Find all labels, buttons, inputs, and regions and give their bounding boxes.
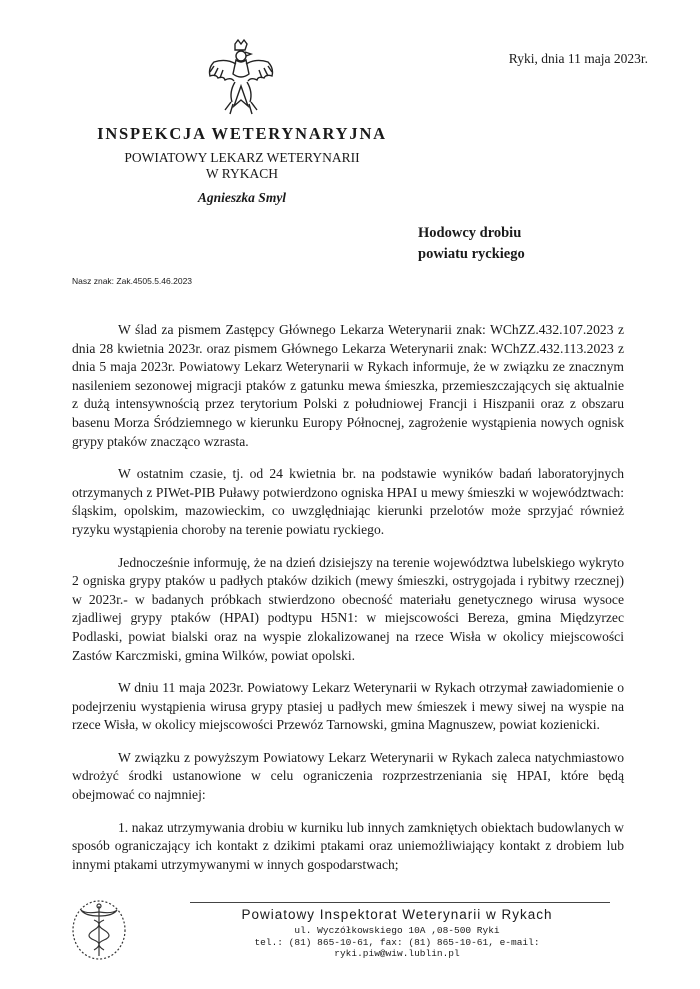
body-paragraph-2: W ostatnim czasie, tj. od 24 kwietnia br. na podstawie wyników badań laboratoryjnych otrzymanych z PIWet-PIB Puławy potwierdzono ogniska HPAI u mewy śmieszki w województwach: śląskim, opolskim, mazowieckim, co uwzględniając kierunki przelotów może sprzyjać również ryzyku wystąpienia choroby na terenie powiatu ryckiego. <box>72 466 624 537</box>
date-line: Ryki, dnia 11 maja 2023r. <box>508 51 648 66</box>
signatory-name: Agnieszka Smyl <box>197 190 287 205</box>
body-paragraph-4: W dniu 11 maja 2023r. Powiatowy Lekarz Weterynarii w Rykach otrzymał zawiadomienie o podejrzeniu wystąpienia wirusa grypy ptasiej u padłych mew śmieszek i mewy siwej na wyspie na rzece Wisła, w okolicy miejscowości Przewóz Tarnowski, gmina Magnuszew, powiat kozienicki. <box>72 680 624 733</box>
body-paragraph-3: Jednocześnie informuję, że na dzień dzisiejszy na terenie województwa lubelskiego wykryto 2 ogniska grypy ptaków u padłych ptaków dzikich (mewy śmieszki, ostrygojada i rybitwy rzecznej) w 2023r.- w badanych próbkach stwierdzono obecność materiału genetycznego wirusa wysoce zjadliwej grypy ptaków (HPAI) podtypu H5N1: w miejscowości Bereza, gmina Międzyrzec Podlaski, powiat bialski oraz na wyspie zlokalizowanej na rzece Wisła w okolicy miejscowości Zastów Karczmiski, gmina Wilków, powiat opolski. <box>72 554 624 663</box>
recipient-line-2: powiatu ryckiego <box>418 246 525 262</box>
office-line-2: W RYKACH <box>205 166 279 181</box>
recipient-block <box>418 223 525 265</box>
polish-eagle-icon <box>205 38 277 120</box>
caduceus-logo-icon <box>70 898 128 962</box>
footer-phone-email: tel.: (81) 865-10-61, fax: (81) 865-10-61, e-mail: ryki.piw@wiw.lublin.pl <box>254 937 540 959</box>
footer-organization: Powiatowy Inspektorat Weterynarii w Rykach <box>241 907 553 922</box>
footer-address: ul. Wyczółkowskiego 10A ,08-500 Ryki <box>294 925 500 936</box>
recipient-line-1: Hodowcy drobiu <box>418 225 522 241</box>
reference-number: Nasz znak: Zak.4505.5.46.2023 <box>72 276 193 286</box>
footer-contact <box>192 907 602 959</box>
body-paragraph-6: 1. nakaz utrzymywania drobiu w kurniku lub innych zamkniętych obiektach budowlanych w sposób ograniczający ich kontakt z dzikimi ptakami oraz uniemożliwiający kontakt z drobiem lub innymi ptakami utrzymywanymi w innych gospodarstwach; <box>72 819 624 872</box>
body-paragraph-5: W związku z powyższym Powiatowy Lekarz Weterynarii w Rykach zaleca natychmiastowo wdrożyć środki ustanowione w celu ograniczenia rozprzestrzeniania się HPAI, które będą obejmować co najmniej: <box>72 749 624 803</box>
office-line-1: POWIATOWY LEKARZ WETERYNARII <box>124 150 360 165</box>
institution-title: INSPEKCJA WETERYNARYJNA <box>97 124 387 143</box>
footer-divider <box>190 902 610 903</box>
body-paragraph-1: W ślad za pismem Zastępcy Głównego Lekarza Weterynarii znak: WChZZ.432.107.2023 z dnia 28 kwietnia 2023r. oraz pismem Głównego Lekarza Weterynarii znak: WChZZ.432.113.2023 z dnia 5 maja 2023r. Powiatowy Lekarz Weterynarii w Rykach informuje, że w związku ze znacznym nasileniem sezonowej migracji ptaków z gatunku mewa śmieszka, przemieszczających się aktualnie z dużą intensywnością przez terytorium Polski z południowej Francji i Hiszpanii oraz z obszaru basenu Morza Śródziemnego w kierunku Europy Północnej, zagrożenie wystąpienia nowych ognisk grypy ptaków znacząco wzrasta. <box>72 322 624 449</box>
letter-body <box>72 321 624 888</box>
